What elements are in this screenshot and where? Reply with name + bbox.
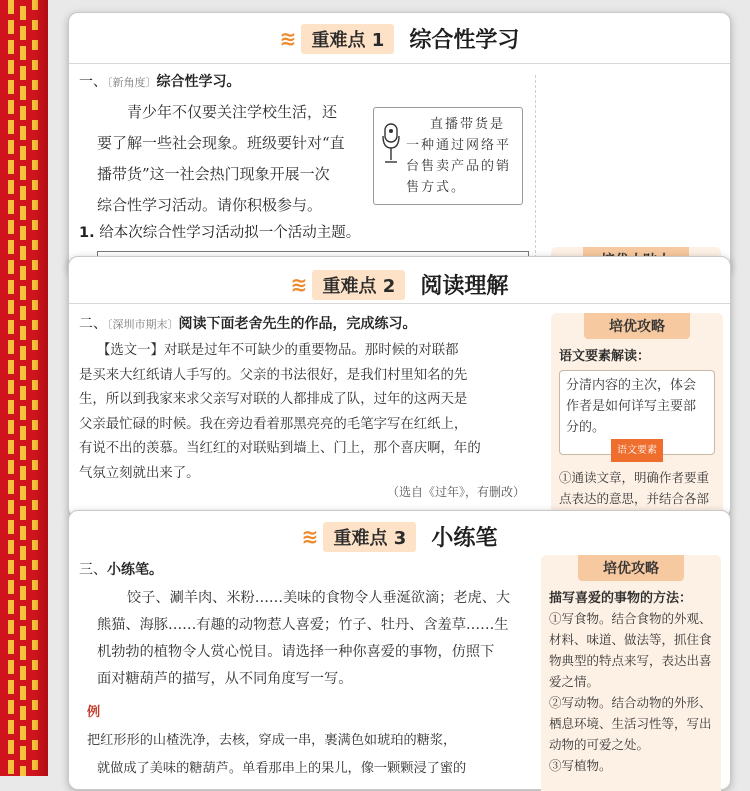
writing-prompt <box>97 585 510 693</box>
title-divider <box>69 303 730 304</box>
livestream-tip-box <box>373 107 523 205</box>
prompt-line: 机勃勃的植物令人赏心悦目。请选择一种你喜爱的事物，仿照下 <box>97 644 495 660</box>
element-text: 分清内容的主次，体会作者是如何详写主要部分的。 <box>566 378 697 435</box>
ribbon-shade <box>34 0 48 776</box>
key-point-2-panel <box>68 256 731 518</box>
paragraph-line: 青少年不仅要关注学校生活，还 <box>127 103 338 121</box>
microphone-icon <box>380 122 402 166</box>
question-number: 二、 <box>79 316 107 332</box>
key-point-3-panel <box>68 510 731 790</box>
title-divider <box>69 63 730 64</box>
sub-question <box>79 221 360 242</box>
strategy-sidebar <box>541 555 721 791</box>
key-point-badge: 重难点 3 <box>323 522 416 552</box>
sidebar-text: ①通读文章，明确作者要重点表达的意思，并结合各部 <box>559 470 710 506</box>
wave-icon: ≋ <box>290 272 308 297</box>
section-title: 小练笔 <box>431 526 498 551</box>
wave-icon: ≋ <box>279 26 297 51</box>
column-divider <box>535 75 536 273</box>
section-title: 阅读理解 <box>420 274 509 299</box>
element-tag: 语文要素 <box>611 439 663 462</box>
tip-line: 售方式。 <box>406 180 467 195</box>
ribbon-stripe <box>8 0 14 776</box>
strategy-sidebar <box>551 313 723 519</box>
passage-line: 生，所以到我家来求父亲写对联的人都排成了队，过年的这两天是 <box>79 392 468 407</box>
sub-question-number: 1. <box>79 225 95 241</box>
paragraph-line: 要了解一些社会现象。班级要针对“直 <box>97 134 345 152</box>
panel-title <box>69 521 730 552</box>
example-mark: 例 <box>87 705 101 720</box>
wave-icon: ≋ <box>301 524 319 549</box>
example-line: 就做成了美味的糖葫芦。单看那串上的果儿，像一颗颗浸了蜜的 <box>97 761 467 776</box>
prompt-line: 饺子、涮羊肉、米粉……美味的食物令人垂涎欲滴；老虎、大 <box>127 590 511 606</box>
intro-paragraph <box>97 97 345 221</box>
prompt-line: 熊猫、海豚……有趣的动物惹人喜爱；竹子、牡丹、含羞草……生 <box>97 617 509 633</box>
passage-line: 有说不出的羡慕。当红红的对联贴到墙上、门上，那个喜庆啊，年的 <box>79 441 481 456</box>
paragraph-line: 播带货”这一社会热门现象开展一次 <box>97 165 330 183</box>
example-passage <box>87 699 466 783</box>
question-tag: 〔深圳市期末〕 <box>107 318 179 331</box>
sub-question-text: 给本次综合性学习活动拟一个活动主题。 <box>99 225 361 241</box>
panel-title <box>69 23 730 54</box>
key-point-badge: 重难点 2 <box>312 270 405 300</box>
passage-line: 是买来大红纸请人手写的。父亲的书法很好，是我们村里知名的先 <box>79 367 468 383</box>
reading-passage <box>79 339 481 486</box>
tip-line: 一种通过网络平 <box>406 138 512 153</box>
key-point-1-panel <box>68 12 731 274</box>
sidebar-text: ②写动物。结合动物的外形、栖息环境、生活习性等，写出动物的可爱之处。 <box>549 695 712 752</box>
decorative-ribbon-strip <box>0 0 48 776</box>
passage-line: 气氛立刻就出来了。 <box>79 465 200 481</box>
ribbon-stripe <box>20 0 26 776</box>
passage-line: 父亲最忙碌的时候。我在旁边看着那黑亮亮的毛笔字写在红纸上， <box>79 416 468 432</box>
sidebar-heading: 培优攻略 <box>584 313 690 339</box>
question-heading <box>79 559 163 579</box>
tip-line: 直播带货是 <box>430 117 506 132</box>
question-title: 阅读下面老舍先生的作品，完成练习。 <box>178 316 417 332</box>
paragraph-line: 综合性学习活动。请你积极参与。 <box>97 196 323 214</box>
key-point-badge: 重难点 1 <box>301 24 394 54</box>
sidebar-subheading: 描写喜爱的事物的方法： <box>549 591 693 606</box>
panel-title <box>69 269 730 300</box>
question-heading <box>79 313 417 333</box>
sidebar-text: ③写植物。 <box>549 758 612 773</box>
question-title: 综合性学习。 <box>156 74 241 90</box>
language-element-box <box>559 370 715 455</box>
passage-line: 【选文一】对联是过年不可缺少的重要物品。那时候的对联都 <box>97 343 459 358</box>
example-line: 把红形形的山楂洗净，去核，穿成一串，裹满色如琥珀的糖浆， <box>87 733 457 748</box>
sidebar-text: ①写食物。结合食物的外观、材料、味道、做法等，抓住食物典型的特点来写，表达出喜爱之情。 <box>549 611 712 689</box>
question-number: 三、 <box>79 562 107 578</box>
source-note: （选自《过年》，有删改） <box>387 485 526 499</box>
tip-line: 台售卖产品的销 <box>406 159 512 174</box>
sidebar-subheading: 语文要素解读： <box>559 349 651 364</box>
question-number: 一、 <box>79 74 107 90</box>
section-title: 综合性学习 <box>409 28 520 53</box>
sidebar-heading: 培优攻略 <box>578 555 684 581</box>
question-title: 小练笔。 <box>107 562 163 578</box>
question-tag: 〔新角度〕 <box>107 76 157 89</box>
prompt-line: 面对糖葫芦的描写，从不同角度写一写。 <box>97 671 353 687</box>
question-heading <box>79 71 241 91</box>
